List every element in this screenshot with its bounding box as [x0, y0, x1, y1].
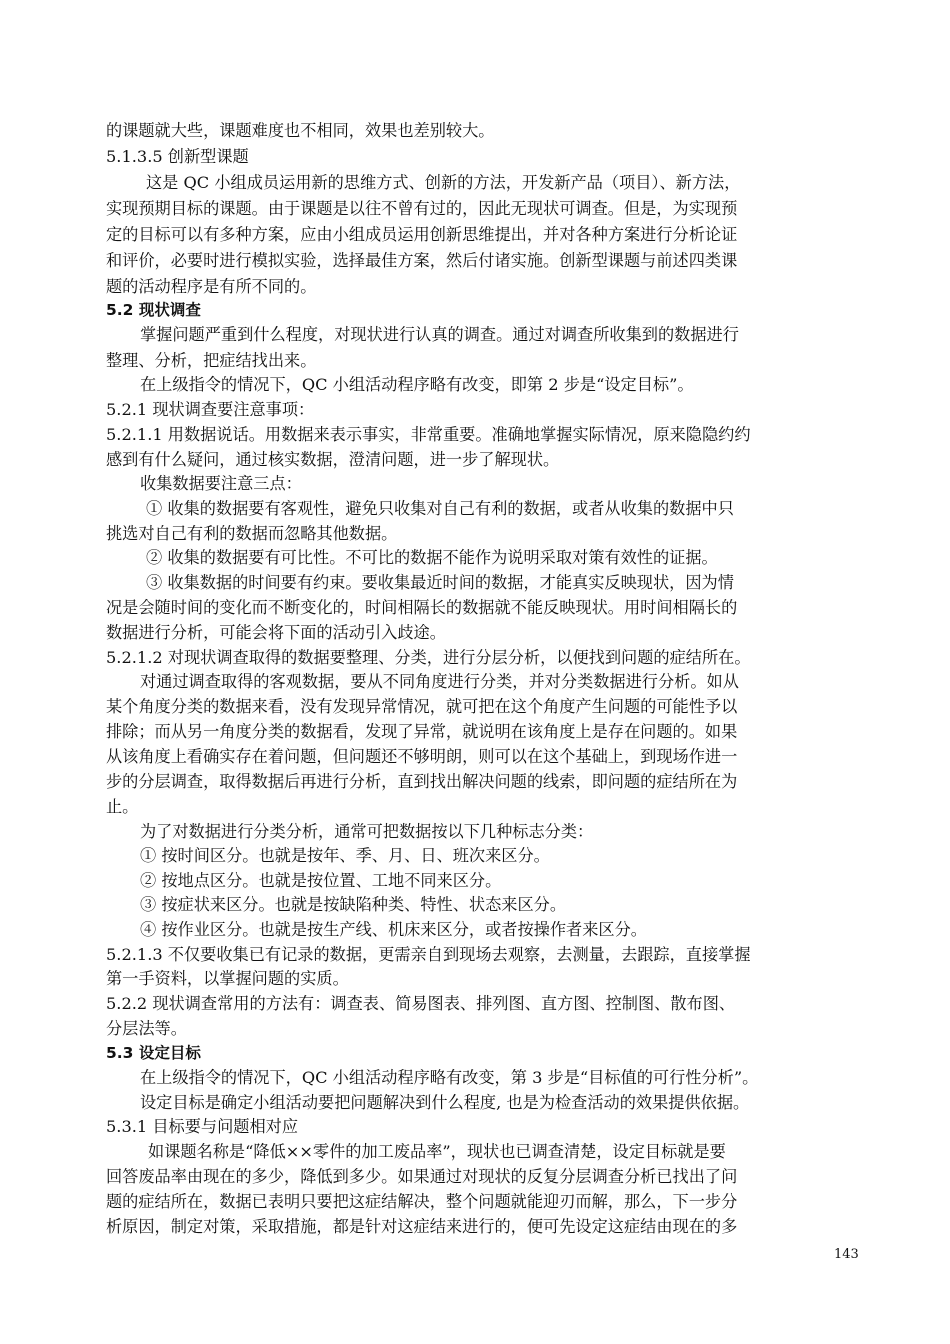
text-line: 挑选对自己有利的数据而忽略其他数据。 — [106, 524, 398, 543]
text-line: 题的活动程序是有所不同的。 — [106, 277, 317, 296]
text-line: 况是会随时间的变化而不断变化的，时间相隔长的数据就不能反映现状。用时间相隔长的 — [106, 598, 738, 617]
text-line: 定的目标可以有多种方案，应由小组成员运用创新思维提出，并对各种方案进行分析论证 — [106, 225, 738, 244]
text-line: 为了对数据进行分类分析，通常可把数据按以下几种标志分类： — [140, 822, 594, 841]
text-line: 题的症结所在，数据已表明只要把这症结解决，整个问题就能迎刃而解，那么，下一步分 — [106, 1192, 738, 1211]
text-line: 在上级指令的情况下，QC 小组活动程序略有改变，即第 2 步是“设定目标”。 — [140, 375, 694, 394]
text-line: 第一手资料，以掌握问题的实质。 — [106, 969, 349, 988]
text-line: 掌握问题严重到什么程度，对现状进行认真的调查。通过对调查所收集到的数据进行 — [140, 325, 739, 344]
text-line: 排除；而从另一角度分类的数据看，发现了异常，就说明在该角度上是存在问题的。如果 — [106, 722, 738, 741]
text-line: 设定目标是确定小组活动要把问题解决到什么程度, 也是为检查活动的效果提供依据。 — [140, 1093, 750, 1112]
text-line: 5.2.2 现状调查常用的方法有：调查表、简易图表、排列图、直方图、控制图、散布图、 — [106, 994, 736, 1013]
text-line: 感到有什么疑问，通过核实数据，澄清问题，进一步了解现状。 — [106, 450, 560, 469]
section-heading: 5.3.1 目标要与问题相对应 — [106, 1117, 299, 1136]
text-line: 某个角度分类的数据来看，没有发现异常情况，就可把在这个角度产生问题的可能性予以 — [106, 697, 738, 716]
text-line: 回答废品率由现在的多少，降低到多少。如果通过对现状的反复分层调查分析已找出了问 — [106, 1167, 738, 1186]
section-heading: 5.1.3.5 创新型课题 — [106, 147, 249, 166]
section-heading: 5.3 设定目标 — [106, 1044, 201, 1062]
text-line: 析原因，制定对策，采取措施，都是针对这症结来进行的，便可先设定这症结由现在的多 — [106, 1217, 738, 1236]
text-line: 整理、分析，把症结找出来。 — [106, 351, 317, 370]
text-line: 和评价，必要时进行模拟实验，选择最佳方案，然后付诸实施。创新型课题与前述四类课 — [106, 251, 738, 270]
text-line: 收集数据要注意三点： — [140, 474, 302, 493]
text-line: 5.2.1.3 不仅要收集已有记录的数据，更需亲自到现场去观察，去测量，去跟踪，直接掌握 — [106, 945, 751, 964]
text-line: 如课题名称是“降低××零件的加工废品率”，现状也已调查清楚，设定目标就是要 — [148, 1142, 726, 1161]
list-item: ④ 按作业区分。也就是按生产线、机床来区分，或者按操作者来区分。 — [140, 920, 647, 939]
text-line: 分层法等。 — [106, 1019, 187, 1038]
list-item: ② 收集的数据要有可比性。不可比的数据不能作为说明采取对策有效性的证据。 — [146, 548, 718, 567]
section-heading: 5.2.1 现状调查要注意事项： — [106, 400, 315, 419]
text-line: 在上级指令的情况下，QC 小组活动程序略有改变，第 3 步是“目标值的可行性分析”。 — [140, 1068, 759, 1087]
text-line: 对通过调查取得的客观数据，要从不同角度进行分类，并对分类数据进行分析。如从 — [140, 672, 739, 691]
section-heading: 5.2 现状调查 — [106, 301, 201, 319]
text-line: 5.2.1.1 用数据说话。用数据来表示事实，非常重要。准确地掌握实际情况，原来隐隐约约 — [106, 425, 751, 444]
page-number: 143 — [834, 1247, 859, 1262]
text-line: 步的分层调查，取得数据后再进行分析，直到找出解决问题的线索，即问题的症结所在为 — [106, 772, 738, 791]
list-item: ① 收集的数据要有客观性，避免只收集对自己有利的数据，或者从收集的数据中只 — [146, 499, 734, 518]
list-item: ③ 按症状来区分。也就是按缺陷种类、特性、状态来区分。 — [140, 895, 567, 914]
text-line: 止。 — [106, 797, 139, 816]
list-item: ③ 收集数据的时间要有约束。要收集最近时间的数据，才能真实反映现状，因为情 — [146, 573, 734, 592]
text-line: 这是 QC 小组成员运用新的思维方式、创新的方法，开发新产品（项目）、新方法， — [146, 173, 741, 192]
text-line: 数据进行分析，可能会将下面的活动引入歧途。 — [106, 623, 446, 642]
text-line: 的课题就大些，课题难度也不相同，效果也差别较大。 — [106, 121, 495, 140]
text-line: 实现预期目标的课题。由于课题是以往不曾有过的，因此无现状可调查。但是，为实现预 — [106, 199, 738, 218]
text-line: 从该角度上看确实存在着问题，但问题还不够明朗，则可以在这个基础上，到现场作进一 — [106, 747, 738, 766]
text-line: 5.2.1.2 对现状调查取得的数据要整理、分类，进行分层分析，以便找到问题的症结所在。 — [106, 648, 751, 667]
list-item: ① 按时间区分。也就是按年、季、月、日、班次来区分。 — [140, 846, 550, 865]
list-item: ② 按地点区分。也就是按位置、工地不同来区分。 — [140, 871, 502, 890]
